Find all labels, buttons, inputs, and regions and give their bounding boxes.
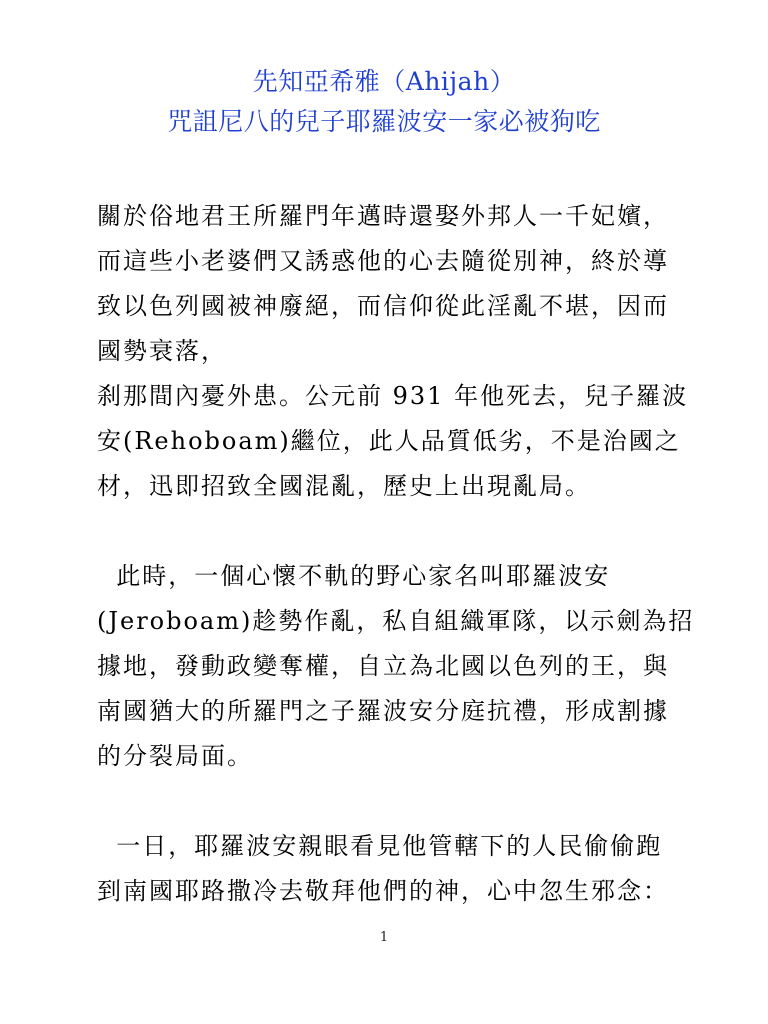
body-text bbox=[97, 194, 695, 914]
text-line: 而這些小老婆們又誘惑他的心去隨從別神，終於導 bbox=[97, 247, 669, 275]
text-line: 到南國耶路撒冷去敬拜他們的神，心中忽生邪念： bbox=[97, 877, 669, 905]
text-line: 一日，耶羅波安親眼看見他管轄下的人民偷偷跑 bbox=[97, 832, 663, 860]
text-line: 材，迅即招致全國混亂，歷史上出現亂局。 bbox=[97, 472, 591, 500]
text-line: 國勢衰落， bbox=[97, 337, 227, 365]
text-line: 致以色列國被神廢絕，而信仰從此淫亂不堪，因而 bbox=[97, 292, 669, 320]
title-block bbox=[0, 62, 768, 142]
text-line: 的分裂局面。 bbox=[97, 742, 253, 770]
paragraph-2 bbox=[97, 554, 695, 779]
paragraph-1 bbox=[97, 194, 689, 509]
text-line: 此時，一個心懷不軌的野心家名叫耶羅波安 bbox=[97, 562, 611, 590]
page-number: 1 bbox=[379, 930, 389, 945]
title-line-2: 咒詛尼八的兒子耶羅波安一家必被狗吃 bbox=[167, 107, 601, 136]
text-line: 南國猶大的所羅門之子羅波安分庭抗禮，形成割據 bbox=[97, 697, 669, 725]
title-line-1: 先知亞希雅（Ahijah） bbox=[252, 67, 516, 96]
text-line: 刹那間內憂外患。公元前 931 年他死去，兒子羅波 bbox=[97, 382, 689, 410]
text-line: 安(Rehoboam)繼位，此人品質低劣，不是治國之 bbox=[97, 427, 681, 455]
paragraph-spacer bbox=[97, 779, 679, 824]
text-line: 據地，發動政變奪權，自立為北國以色列的王，與 bbox=[97, 652, 669, 680]
text-line: (Jeroboam)趁勢作亂，私自組織軍隊，以示劍為招 bbox=[97, 607, 695, 635]
text-line: 關於俗地君王所羅門年邁時還娶外邦人一千妃嬪， bbox=[97, 202, 669, 230]
paragraph-3 bbox=[97, 824, 679, 914]
paragraph-spacer bbox=[97, 509, 679, 554]
